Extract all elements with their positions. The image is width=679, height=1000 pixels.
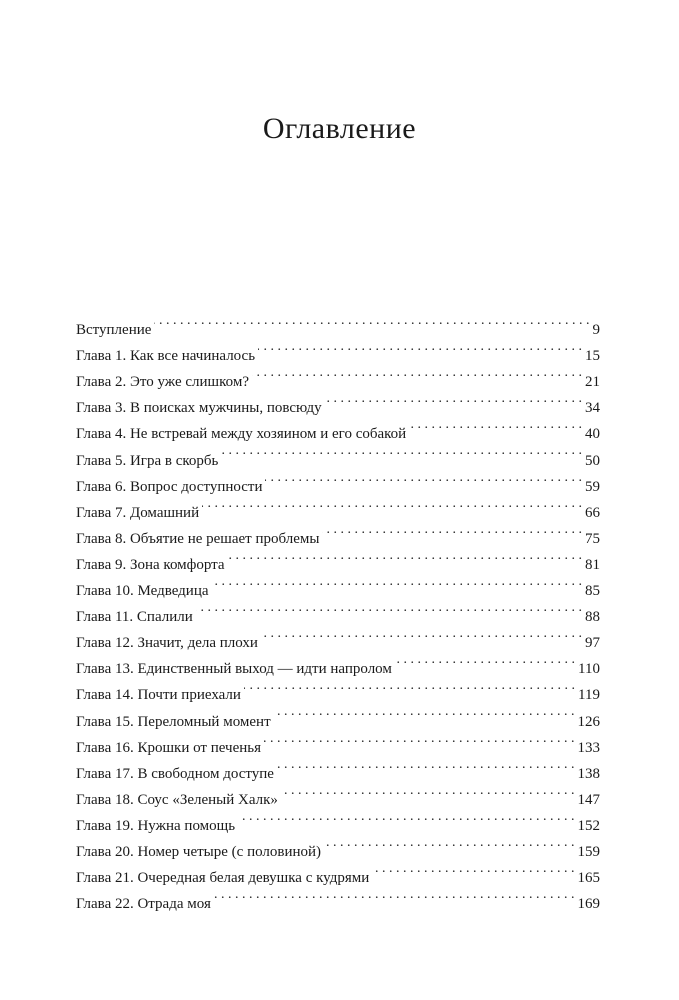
toc-entry-page: 75 [585, 530, 600, 547]
dot-leader [228, 543, 582, 569]
dot-leader [322, 517, 582, 543]
dot-leader [221, 438, 582, 464]
page-title: Оглавление [262, 112, 417, 145]
toc-entry-page: 97 [585, 635, 600, 652]
toc-entry[interactable] [76, 334, 600, 365]
toc-entry-title: Глава 6. Вопрос доступности [76, 478, 263, 495]
toc-entry-page: 85 [585, 583, 600, 600]
dot-leader [281, 778, 575, 804]
toc-entry-page: 21 [585, 374, 600, 391]
toc-entry-title: Глава 5. Игра в скорбь [76, 452, 219, 469]
toc-entry-page: 15 [585, 348, 600, 365]
toc-entry-page: 81 [585, 556, 600, 573]
toc-entry-title: Глава 1. Как все начиналось [76, 348, 256, 365]
dot-leader [277, 752, 575, 778]
toc-entry-title: Глава 8. Объятие не решает проблемы [76, 530, 320, 547]
toc-entry-title: Глава 9. Зона комфорта [76, 556, 225, 573]
toc-entry-title: Глава 10. Медведица [76, 583, 209, 600]
toc-entry-page: 40 [585, 426, 600, 443]
toc-entry-page: 133 [577, 739, 600, 756]
toc-entry-title: Глава 20. Номер четыре (с половиной) [76, 843, 322, 860]
toc-entry-title: Глава 15. Переломный момент [76, 713, 271, 730]
dot-leader [252, 360, 582, 386]
toc-entry-page: 88 [585, 609, 600, 626]
toc-entry-page: 119 [578, 687, 600, 704]
toc-entry-title: Глава 3. В поисках мужчины, повсюду [76, 400, 322, 417]
dot-leader [395, 647, 575, 673]
dot-leader [265, 465, 582, 491]
dot-leader [372, 856, 574, 882]
toc-entry-title: Глава 18. Соус «Зеленый Халк» [76, 791, 278, 808]
toc-entry-page: 34 [585, 400, 600, 417]
toc-entry-page: 66 [585, 504, 600, 521]
toc-entry-page: 110 [578, 661, 600, 678]
toc-entry-title: Глава 4. Не встревай между хозяином и его собакой [76, 426, 407, 443]
dot-leader [214, 882, 575, 908]
toc-entry[interactable] [76, 308, 600, 339]
toc-entry-page: 147 [577, 791, 600, 808]
toc-entry-title: Глава 2. Это уже слишком? [76, 374, 249, 391]
dot-leader [196, 595, 582, 621]
toc-entry-title: Глава 14. Почти приехали [76, 687, 241, 704]
dot-leader [202, 491, 582, 517]
toc-entry-page: 159 [577, 843, 600, 860]
dot-leader [264, 726, 575, 752]
dot-leader [325, 386, 582, 412]
toc-entry-page: 152 [577, 817, 600, 834]
dot-leader [258, 334, 582, 360]
toc-entry-title: Глава 17. В свободном доступе [76, 765, 274, 782]
dot-leader [409, 412, 582, 438]
toc-entry-page: 50 [585, 452, 600, 469]
toc-entry-title: Глава 16. Крошки от печенья [76, 739, 261, 756]
toc-entry-page: 165 [577, 870, 600, 887]
toc-entry-title: Вступление [76, 322, 152, 339]
toc-entry-title: Глава 7. Домашний [76, 504, 200, 521]
toc-entry-title: Глава 13. Единственный выход — идти напролом [76, 661, 392, 678]
toc-entry-title: Глава 21. Очередная белая девушка с кудрями [76, 870, 370, 887]
toc-entry-title: Глава 12. Значит, дела плохи [76, 635, 258, 652]
toc-entry-page: 9 [592, 322, 600, 339]
table-of-contents [76, 308, 600, 913]
dot-leader [244, 673, 575, 699]
toc-entry-title: Глава 11. Спалили [76, 609, 193, 626]
toc-entry-page: 126 [577, 713, 600, 730]
dot-leader [261, 621, 582, 647]
dot-leader [324, 830, 574, 856]
dot-leader [274, 699, 575, 725]
toc-entry-title: Глава 22. Отрада моя [76, 896, 211, 913]
dot-leader [212, 569, 582, 595]
toc-entry-title: Глава 19. Нужна помощь [76, 817, 236, 834]
dot-leader [238, 804, 574, 830]
toc-entry-page: 169 [577, 896, 600, 913]
dot-leader [154, 308, 589, 334]
toc-entry-page: 138 [577, 765, 600, 782]
toc-entry-page: 59 [585, 478, 600, 495]
